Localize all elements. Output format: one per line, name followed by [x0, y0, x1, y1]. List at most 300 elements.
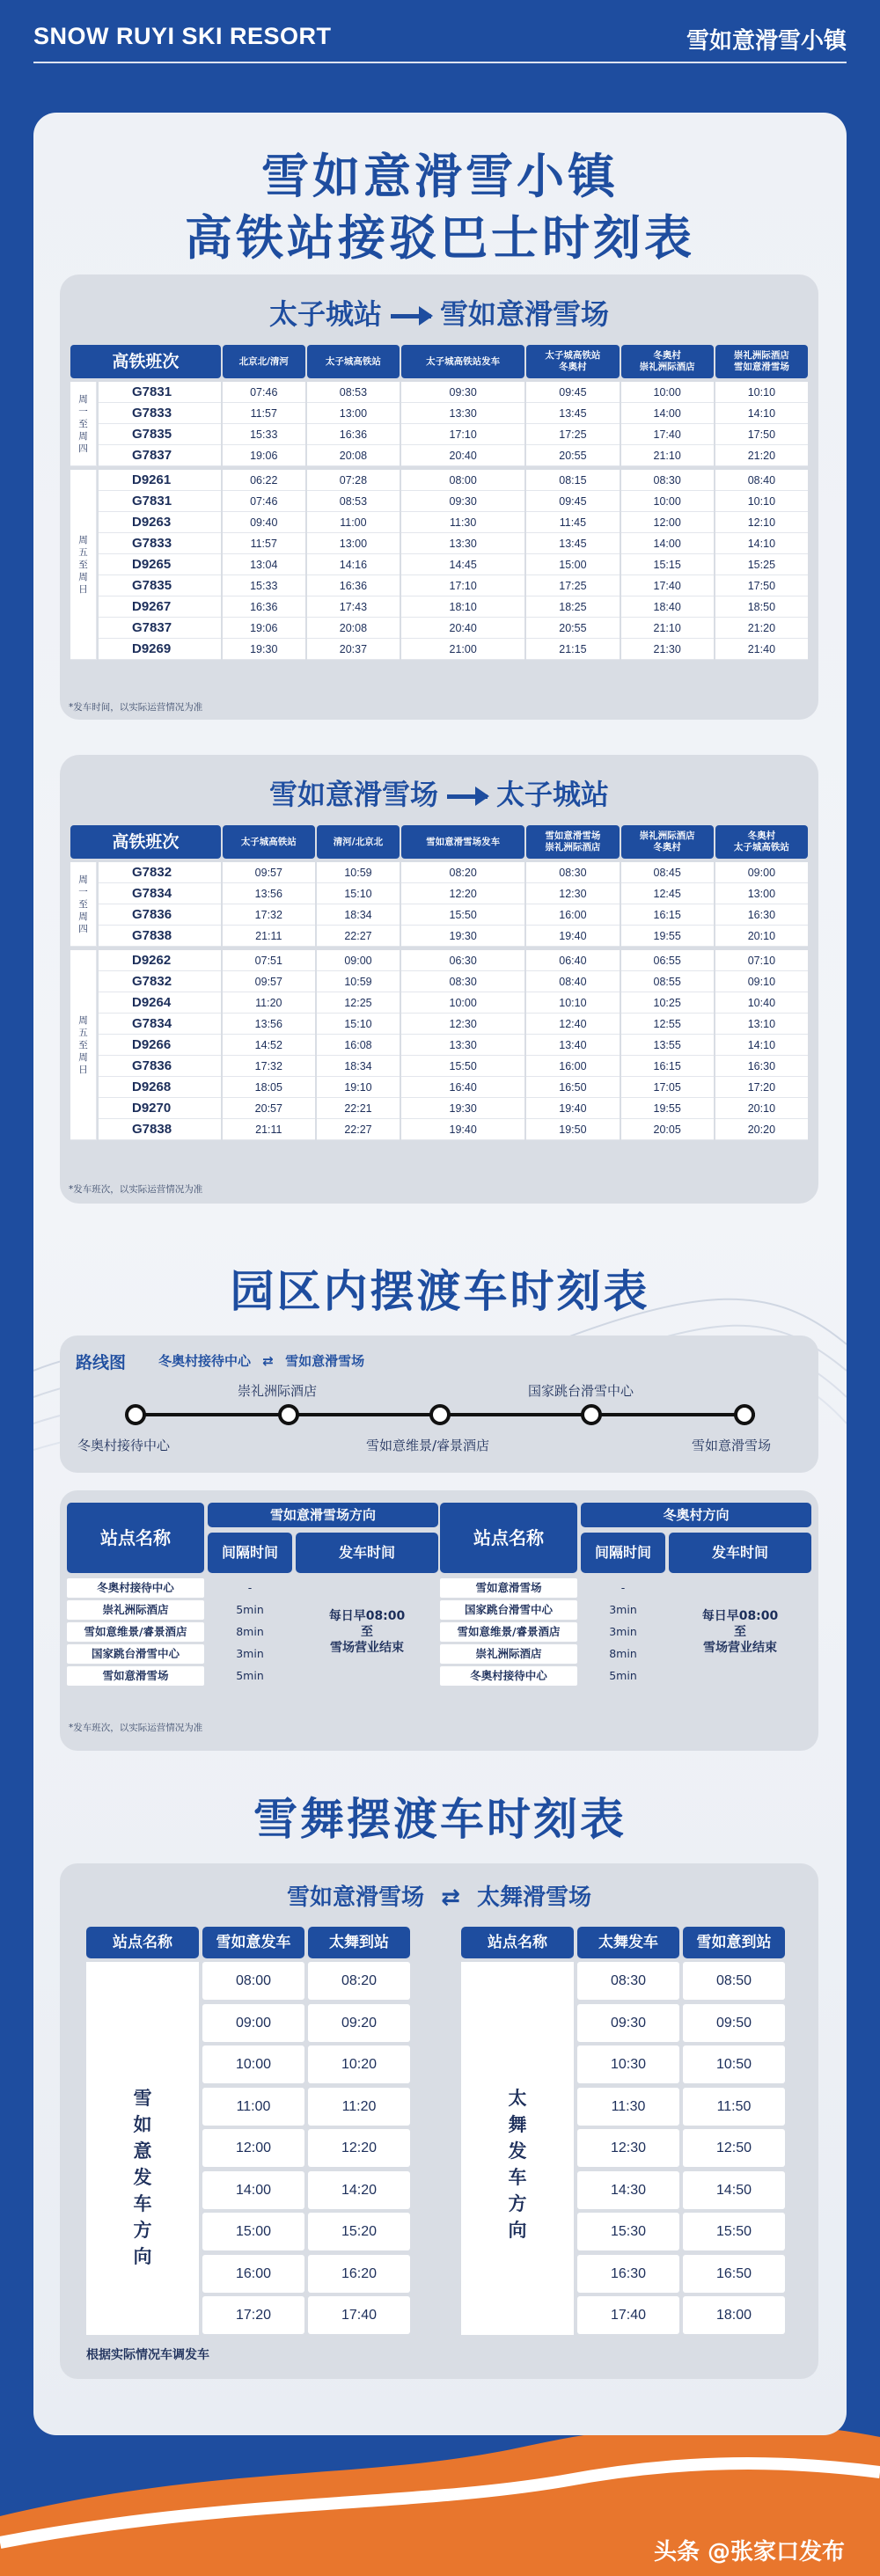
day-range-label: 周五至周日 [70, 950, 97, 1140]
station-column-header: 站点名称 [440, 1503, 577, 1573]
interval-column-header: 间隔时间 [581, 1533, 665, 1573]
table-row [70, 1035, 808, 1056]
time-cell: 10:00 [621, 382, 714, 403]
train-table-1-panel [60, 274, 818, 720]
time-cell: 21:40 [715, 639, 808, 660]
train-number: D9269 [99, 639, 221, 660]
snow-shuttle-title: 雪舞摆渡车时刻表 [253, 1794, 627, 1845]
time-cell: 13:30 [401, 533, 524, 554]
depart-time-block [669, 1578, 811, 1686]
time-cell: 20:55 [526, 618, 619, 639]
train-number: D9265 [99, 554, 221, 575]
time-cell: 11:00 [202, 2088, 304, 2126]
train-number: D9263 [99, 512, 221, 533]
time-cell: 14:10 [715, 1035, 808, 1056]
time-cell: 13:00 [715, 883, 808, 904]
time-cell: 20:08 [307, 445, 400, 466]
time-cell: 10:40 [715, 992, 808, 1014]
time-cell: 17:10 [401, 424, 524, 445]
time-cell: 13:04 [223, 554, 305, 575]
time-cell: 17:50 [715, 424, 808, 445]
table-row [70, 1056, 808, 1077]
time-cell: 11:00 [307, 512, 400, 533]
time-cell: 13:00 [307, 533, 400, 554]
time-cell: 06:30 [401, 950, 524, 971]
time-cell: 17:32 [223, 1056, 315, 1077]
depart-column-header: 发车时间 [296, 1533, 438, 1573]
time-cell: 18:05 [223, 1077, 315, 1098]
train-number: G7831 [99, 491, 221, 512]
time-cell: 13:45 [526, 533, 619, 554]
time-cell: 08:30 [577, 1962, 679, 2000]
station-name: 国家跳台滑雪中心 [67, 1644, 204, 1664]
interval-value: - [247, 1581, 253, 1594]
table-row [70, 1119, 808, 1140]
time-cell: 09:57 [223, 971, 315, 992]
depart-text-line: 至 [734, 1625, 746, 1639]
depart-text-line: 雪场营业结束 [330, 1641, 404, 1655]
resort-name: SNOW RUYI SKI RESORT [33, 23, 332, 49]
time-cell: 15:33 [223, 424, 305, 445]
interval-value: 3min [236, 1647, 264, 1660]
interval-value: 3min [609, 1603, 637, 1616]
time-cell: 07:46 [223, 491, 305, 512]
time-cell: 16:00 [526, 1056, 619, 1077]
time-cell: 10:00 [621, 491, 714, 512]
time-cell: 08:15 [526, 470, 619, 491]
column-header: 雪如意到站 [683, 1927, 785, 1958]
time-cell: 21:20 [715, 618, 808, 639]
column-header: 冬奥村 太子城高铁站 [715, 825, 808, 859]
time-cell: 08:00 [401, 470, 524, 491]
time-cell: 19:40 [526, 926, 619, 947]
column-header: 高铁班次 [70, 345, 221, 378]
time-cell: 12:20 [401, 883, 524, 904]
stop-label: 崇礼洲际酒店 [238, 1383, 318, 1399]
time-cell: 18:10 [401, 596, 524, 618]
day-range-label: 周一至周四 [70, 382, 97, 466]
station-name: 崇礼洲际酒店 [440, 1644, 577, 1664]
time-cell: 08:20 [401, 862, 524, 883]
time-cell: 14:10 [715, 403, 808, 424]
time-cell: 20:40 [401, 618, 524, 639]
time-cell: 17:25 [526, 424, 619, 445]
table-row [70, 382, 808, 403]
main-title-line1: 雪如意滑雪小镇 [261, 149, 619, 204]
time-cell: 19:06 [223, 618, 305, 639]
train-table-2-panel [60, 755, 818, 1204]
time-cell: 13:56 [223, 1014, 315, 1035]
route-from: 雪如意滑雪场 [268, 778, 438, 811]
time-cell: 11:45 [526, 512, 619, 533]
time-cell: 12:20 [308, 2129, 410, 2167]
time-cell: 22:27 [317, 926, 400, 947]
time-cell: 15:10 [317, 883, 400, 904]
time-cell: 20:05 [621, 1119, 714, 1140]
time-cell: 20:10 [715, 926, 808, 947]
time-cell: 16:30 [715, 1056, 808, 1077]
time-cell: 19:40 [526, 1098, 619, 1119]
table-1-title [60, 292, 818, 333]
time-cell: 16:30 [577, 2255, 679, 2293]
time-cell: 19:06 [223, 445, 305, 466]
time-cell: 10:00 [202, 2045, 304, 2083]
stop-label: 雪如意滑雪场 [692, 1438, 772, 1453]
table-row [70, 445, 808, 466]
train-number: D9267 [99, 596, 221, 618]
time-cell: 20:37 [307, 639, 400, 660]
train-number: D9266 [99, 1035, 221, 1056]
interval-value: 8min [609, 1647, 637, 1660]
table-row [70, 992, 808, 1014]
time-cell: 16:36 [307, 575, 400, 596]
swap-arrows-icon: ⇄ [262, 1353, 274, 1369]
station-name: 崇礼洲际酒店 [67, 1600, 204, 1620]
time-cell: 08:40 [715, 470, 808, 491]
time-cell: 16:36 [223, 596, 305, 618]
direction-label: 雪如意发车方向 [86, 1962, 199, 2335]
time-cell: 21:15 [526, 639, 619, 660]
time-cell: 12:50 [683, 2129, 785, 2167]
table-2-title [60, 772, 818, 813]
time-cell: 17:10 [401, 575, 524, 596]
time-cell: 16:00 [526, 904, 619, 926]
depart-text-line: 雪场营业结束 [703, 1641, 777, 1655]
route-map-direction [158, 1351, 364, 1370]
time-cell: 10:59 [317, 862, 400, 883]
time-cell: 08:45 [621, 862, 714, 883]
time-cell: 09:00 [202, 2004, 304, 2042]
time-cell: 20:57 [223, 1098, 315, 1119]
time-cell: 21:00 [401, 639, 524, 660]
train-number: D9268 [99, 1077, 221, 1098]
time-cell: 06:22 [223, 470, 305, 491]
time-cell: 11:20 [223, 992, 315, 1014]
table-row [70, 554, 808, 575]
time-cell: 19:30 [401, 1098, 524, 1119]
time-cell: 10:30 [577, 2045, 679, 2083]
route-to: 雪如意滑雪场 [440, 297, 610, 331]
column-header: 太子城高铁站 冬奥村 [526, 345, 619, 378]
time-cell: 09:00 [317, 950, 400, 971]
time-cell: 13:55 [621, 1035, 714, 1056]
time-cell: 09:40 [223, 512, 305, 533]
station-name: 雪如意维景/睿景酒店 [67, 1622, 204, 1642]
column-header: 崇礼洲际酒店 雪如意滑雪场 [715, 345, 808, 378]
time-cell: 17:40 [577, 2296, 679, 2334]
time-cell: 10:25 [621, 992, 714, 1014]
time-cell: 18:34 [317, 904, 400, 926]
swap-arrows-icon: ⇄ [441, 1884, 460, 1911]
time-cell: 16:36 [307, 424, 400, 445]
time-cell: 09:10 [715, 971, 808, 992]
time-cell: 19:50 [526, 1119, 619, 1140]
time-cell: 10:59 [317, 971, 400, 992]
time-cell: 15:33 [223, 575, 305, 596]
table-header-row [70, 345, 808, 378]
time-cell: 17:25 [526, 575, 619, 596]
train-number: G7835 [99, 424, 221, 445]
time-cell: 08:53 [307, 491, 400, 512]
train-number: G7834 [99, 1014, 221, 1035]
time-cell: 12:00 [621, 512, 714, 533]
column-header: 太子城高铁站发车 [401, 345, 524, 378]
park-note: *发车班次，以实际运营情况为准 [69, 1723, 203, 1733]
time-cell: 15:50 [683, 2213, 785, 2250]
interval-value: 3min [609, 1625, 637, 1638]
table-row [70, 950, 808, 971]
time-cell: 21:11 [223, 1119, 315, 1140]
snow-shuttle-panel [60, 1863, 818, 2379]
time-cell: 14:52 [223, 1035, 315, 1056]
time-cell: 13:10 [715, 1014, 808, 1035]
schedule-card [33, 113, 847, 2435]
station-name: 国家跳台滑雪中心 [440, 1600, 577, 1620]
time-cell: 14:00 [621, 533, 714, 554]
time-cell: 12:00 [202, 2129, 304, 2167]
time-cell: 10:20 [308, 2045, 410, 2083]
depart-text-line: 每日早08:00 [328, 1609, 406, 1623]
time-cell: 12:40 [526, 1014, 619, 1035]
arrow-right-icon [391, 314, 431, 318]
time-cell: 13:00 [307, 403, 400, 424]
column-header: 站点名称 [86, 1927, 199, 1958]
day-range-label: 周五至周日 [70, 470, 97, 660]
arrow-right-icon [447, 794, 488, 799]
time-cell: 12:25 [317, 992, 400, 1014]
time-cell: 14:50 [683, 2171, 785, 2209]
time-cell: 09:50 [683, 2004, 785, 2042]
time-cell: 20:08 [307, 618, 400, 639]
interval-value: 5min [236, 1669, 264, 1682]
stop-marker [581, 1404, 602, 1425]
table-2-note: *发车班次，以实际运营情况为准 [69, 1184, 203, 1195]
stop-label: 国家跳台滑雪中心 [528, 1383, 634, 1399]
day-range-label: 周一至周四 [70, 862, 97, 947]
time-cell: 17:50 [715, 575, 808, 596]
time-cell: 10:10 [526, 992, 619, 1014]
time-cell: 13:30 [401, 1035, 524, 1056]
time-cell: 17:05 [621, 1077, 714, 1098]
time-cell: 12:30 [401, 1014, 524, 1035]
time-cell: 09:45 [526, 491, 619, 512]
table-row [70, 883, 808, 904]
train-number: G7835 [99, 575, 221, 596]
train-number: D9262 [99, 950, 221, 971]
time-cell: 20:10 [715, 1098, 808, 1119]
time-cell: 15:30 [577, 2213, 679, 2250]
stop-marker [278, 1404, 299, 1425]
time-cell: 07:46 [223, 382, 305, 403]
train-number: G7832 [99, 862, 221, 883]
time-cell: 14:30 [577, 2171, 679, 2209]
main-title-line2: 高铁站接驳巴士时刻表 [185, 210, 695, 266]
time-cell: 17:20 [715, 1077, 808, 1098]
time-cell: 21:30 [621, 639, 714, 660]
time-cell: 09:00 [715, 862, 808, 883]
time-cell: 16:15 [621, 904, 714, 926]
time-cell: 15:00 [202, 2213, 304, 2250]
train-number: G7833 [99, 533, 221, 554]
time-cell: 16:20 [308, 2255, 410, 2293]
time-cell: 11:57 [223, 533, 305, 554]
train-number: G7834 [99, 883, 221, 904]
resort-name-cn: 雪如意滑雪小镇 [686, 28, 847, 55]
stop-marker [125, 1404, 146, 1425]
time-cell: 08:53 [307, 382, 400, 403]
station-name: 冬奥村接待中心 [67, 1578, 204, 1598]
time-cell: 09:20 [308, 2004, 410, 2042]
column-header: 太子城高铁站 [307, 345, 400, 378]
train-number: G7837 [99, 618, 221, 639]
time-cell: 10:00 [401, 992, 524, 1014]
time-cell: 08:30 [526, 862, 619, 883]
train-number: G7836 [99, 1056, 221, 1077]
time-cell: 14:20 [308, 2171, 410, 2209]
time-cell: 18:50 [715, 596, 808, 618]
time-cell: 09:30 [401, 491, 524, 512]
table-row [70, 533, 808, 554]
time-cell: 14:00 [621, 403, 714, 424]
time-cell: 18:25 [526, 596, 619, 618]
time-cell: 17:40 [308, 2296, 410, 2334]
table-row [70, 512, 808, 533]
snow-note: 根据实际情况车调发车 [86, 2348, 209, 2362]
table-row [70, 926, 808, 947]
depart-text-line: 每日早08:00 [701, 1609, 779, 1623]
time-cell: 19:10 [317, 1077, 400, 1098]
time-cell: 10:50 [683, 2045, 785, 2083]
time-cell: 15:50 [401, 904, 524, 926]
column-header: 冬奥村 崇礼洲际酒店 [621, 345, 714, 378]
time-cell: 15:10 [317, 1014, 400, 1035]
time-cell: 11:57 [223, 403, 305, 424]
table-row [70, 862, 808, 883]
station-name: 雪如意滑雪场 [440, 1578, 577, 1598]
train-number: G7836 [99, 904, 221, 926]
time-cell: 12:10 [715, 512, 808, 533]
park-shuttle-table [60, 1490, 818, 1751]
table-row [70, 1098, 808, 1119]
time-cell: 16:50 [526, 1077, 619, 1098]
time-cell: 09:30 [401, 382, 524, 403]
time-cell: 19:30 [223, 639, 305, 660]
time-cell: 08:55 [621, 971, 714, 992]
time-cell: 22:27 [317, 1119, 400, 1140]
time-cell: 10:10 [715, 382, 808, 403]
time-cell: 12:55 [621, 1014, 714, 1035]
table-row [70, 639, 808, 660]
time-cell: 08:50 [683, 1962, 785, 2000]
time-cell: 13:40 [526, 1035, 619, 1056]
train-number: D9270 [99, 1098, 221, 1119]
route-to: 太子城站 [496, 778, 610, 811]
train-number: G7838 [99, 926, 221, 947]
time-cell: 10:10 [715, 491, 808, 512]
time-cell: 09:30 [577, 2004, 679, 2042]
time-cell: 08:30 [401, 971, 524, 992]
train-number: G7838 [99, 1119, 221, 1140]
map-to: 雪如意滑雪场 [285, 1353, 365, 1369]
table-row [70, 904, 808, 926]
train-number: D9264 [99, 992, 221, 1014]
depart-text-line: 至 [361, 1625, 373, 1639]
stop-marker [734, 1404, 755, 1425]
time-cell: 06:40 [526, 950, 619, 971]
stop-label: 雪如意维景/睿景酒店 [366, 1438, 490, 1453]
route-map [60, 1336, 818, 1473]
column-header: 太舞到站 [308, 1927, 410, 1958]
table-row [70, 424, 808, 445]
column-header: 雪如意滑雪场发车 [401, 825, 524, 859]
time-cell: 12:30 [577, 2129, 679, 2167]
interval-value: 5min [609, 1669, 637, 1682]
table-row [70, 575, 808, 596]
time-cell: 17:40 [621, 424, 714, 445]
time-cell: 11:30 [401, 512, 524, 533]
direction-header: 雪如意滑雪场方向 [208, 1503, 438, 1527]
time-cell: 08:00 [202, 1962, 304, 2000]
time-cell: 21:10 [621, 445, 714, 466]
time-cell: 18:34 [317, 1056, 400, 1077]
stop-marker [429, 1404, 451, 1425]
time-cell: 13:45 [526, 403, 619, 424]
table-row [70, 1077, 808, 1098]
table-row [70, 618, 808, 639]
header-divider [33, 62, 847, 63]
route-map-label: 路线图 [76, 1353, 127, 1372]
column-header: 雪如意滑雪场 崇礼洲际酒店 [526, 825, 619, 859]
time-cell: 14:00 [202, 2171, 304, 2209]
time-cell: 16:50 [683, 2255, 785, 2293]
table-row [70, 971, 808, 992]
time-cell: 16:00 [202, 2255, 304, 2293]
time-cell: 17:32 [223, 904, 315, 926]
column-header: 崇礼洲际酒店 冬奥村 [621, 825, 714, 859]
direction-header: 冬奥村方向 [581, 1503, 811, 1527]
time-cell: 09:57 [223, 862, 315, 883]
interval-value: 5min [236, 1603, 264, 1616]
train-schedule-table-1 [69, 345, 810, 660]
time-cell: 12:45 [621, 883, 714, 904]
time-cell: 11:20 [308, 2088, 410, 2126]
time-cell: 20:55 [526, 445, 619, 466]
time-cell: 18:00 [683, 2296, 785, 2334]
column-header: 高铁班次 [70, 825, 221, 859]
station-name: 雪如意滑雪场 [67, 1666, 204, 1686]
column-header: 太舞发车 [577, 1927, 679, 1958]
time-cell: 20:20 [715, 1119, 808, 1140]
time-cell: 21:10 [621, 618, 714, 639]
table-header-row [70, 825, 808, 859]
time-cell: 22:21 [317, 1098, 400, 1119]
time-cell: 19:55 [621, 1098, 714, 1119]
train-number: D9261 [99, 470, 221, 491]
time-cell: 16:08 [317, 1035, 400, 1056]
time-cell: 13:30 [401, 403, 524, 424]
depart-time-block [296, 1578, 438, 1686]
column-header: 雪如意发车 [202, 1927, 304, 1958]
stop-label: 冬奥村接待中心 [77, 1438, 171, 1453]
route-from: 雪如意滑雪场 [287, 1884, 425, 1911]
top-header [0, 0, 880, 77]
station-name: 雪如意维景/睿景酒店 [440, 1622, 577, 1642]
time-cell: 15:15 [621, 554, 714, 575]
time-cell: 20:40 [401, 445, 524, 466]
depart-column-header: 发车时间 [669, 1533, 811, 1573]
table-1-note: *发车时间，以实际运营情况为准 [69, 702, 203, 713]
route-from: 太子城站 [268, 297, 382, 331]
